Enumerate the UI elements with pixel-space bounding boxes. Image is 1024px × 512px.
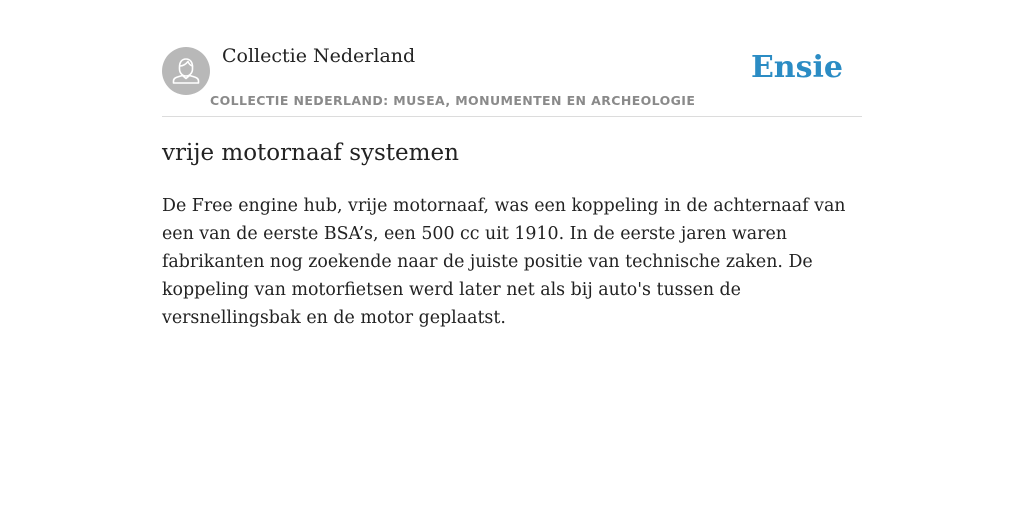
user-silhouette-icon bbox=[162, 47, 210, 95]
source-subtitle[interactable]: COLLECTIE NEDERLAND: MUSEA, MONUMENTEN EN ARCHEOLOGIE bbox=[210, 93, 696, 108]
author-name[interactable]: Collectie Nederland bbox=[222, 45, 416, 67]
header bbox=[162, 0, 862, 117]
avatar[interactable] bbox=[162, 47, 210, 95]
page-title: vrije motornaaf systemen bbox=[162, 140, 459, 166]
ensie-logo[interactable]: Ensie bbox=[750, 50, 843, 85]
article-body: De Free engine hub, vrije motornaaf, was een koppeling in de achternaaf van een van de eerste BSA’s, een 500 cc uit 1910. In de eerste jaren waren fabrikanten nog zoekende naar de juiste positie van technische zaken. De koppeling van motorfietsen werd later net als bij auto's tussen de versnellingsbak en de motor geplaatst. bbox=[162, 196, 846, 328]
